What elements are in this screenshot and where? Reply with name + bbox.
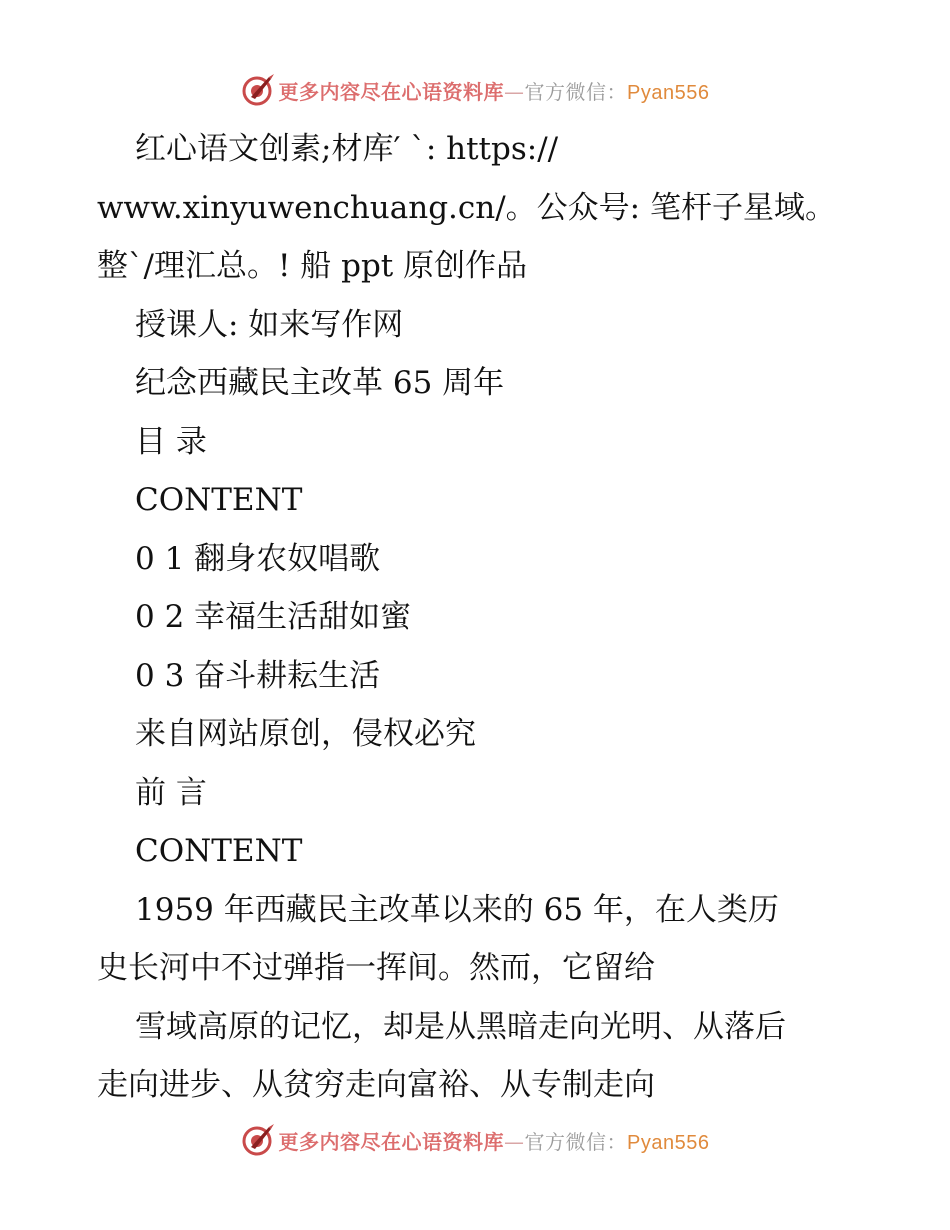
paragraph-line: 雪域高原的记忆，却是从黑暗走向光明、从落后 <box>135 1008 786 1045</box>
watermark-wechat-id: Pyan556 <box>627 1131 710 1154</box>
text-line: www.xinyuwenchuang.cn/。公众号: 笔杆子星域。 <box>97 189 836 226</box>
quill-logo-icon <box>241 1123 275 1157</box>
watermark-banner-top <box>0 68 950 112</box>
paragraph-line: 走向进步、从贫穷走向富裕、从专制走向 <box>97 1067 655 1103</box>
watermark-cn: 更多内容尽在心语资料库 <box>278 79 505 104</box>
lecturer-line: 授课人: 如来写作网 <box>135 306 404 343</box>
toc-item: 0 1 翻身农奴唱歌 <box>135 540 381 577</box>
paragraph-line: 1959 年西藏民主改革以来的 65 年，在人类历 <box>135 891 779 928</box>
watermark-dash: — <box>504 79 525 104</box>
text-line: 红心语文创素;材库′ `: https:// <box>135 131 559 167</box>
watermark-cn: 更多内容尽在心语资料库 <box>278 1129 505 1154</box>
toc-item: 0 3 奋斗耕耘生活 <box>135 657 381 694</box>
watermark-text <box>279 1126 710 1155</box>
copyright-note: 来自网站原创，侵权必究 <box>135 716 476 752</box>
toc-item: 0 2 幸福生活甜如蜜 <box>135 599 412 635</box>
preface-subheading: CONTENT <box>135 833 303 869</box>
toc-subheading: CONTENT <box>135 482 303 518</box>
preface-heading: 前 言 <box>135 774 207 811</box>
watermark-banner-bottom <box>0 1118 950 1162</box>
toc-heading: 目 录 <box>135 423 207 460</box>
watermark-dash: — <box>504 1129 525 1154</box>
watermark-wechat-label: 官方微信： <box>524 1129 628 1154</box>
watermark-wechat-label: 官方微信： <box>524 79 628 104</box>
document-title: 纪念西藏民主改革 65 周年 <box>135 365 505 401</box>
watermark-wechat-id: Pyan556 <box>627 81 710 104</box>
quill-logo-icon <box>241 73 275 107</box>
text-line: 整`/理汇总。! 船 ppt 原创作品 <box>97 248 528 284</box>
paragraph-line: 史长河中不过弹指一挥间。然而，它留给 <box>97 950 655 986</box>
document-body <box>97 120 867 1115</box>
watermark-text <box>279 76 710 105</box>
